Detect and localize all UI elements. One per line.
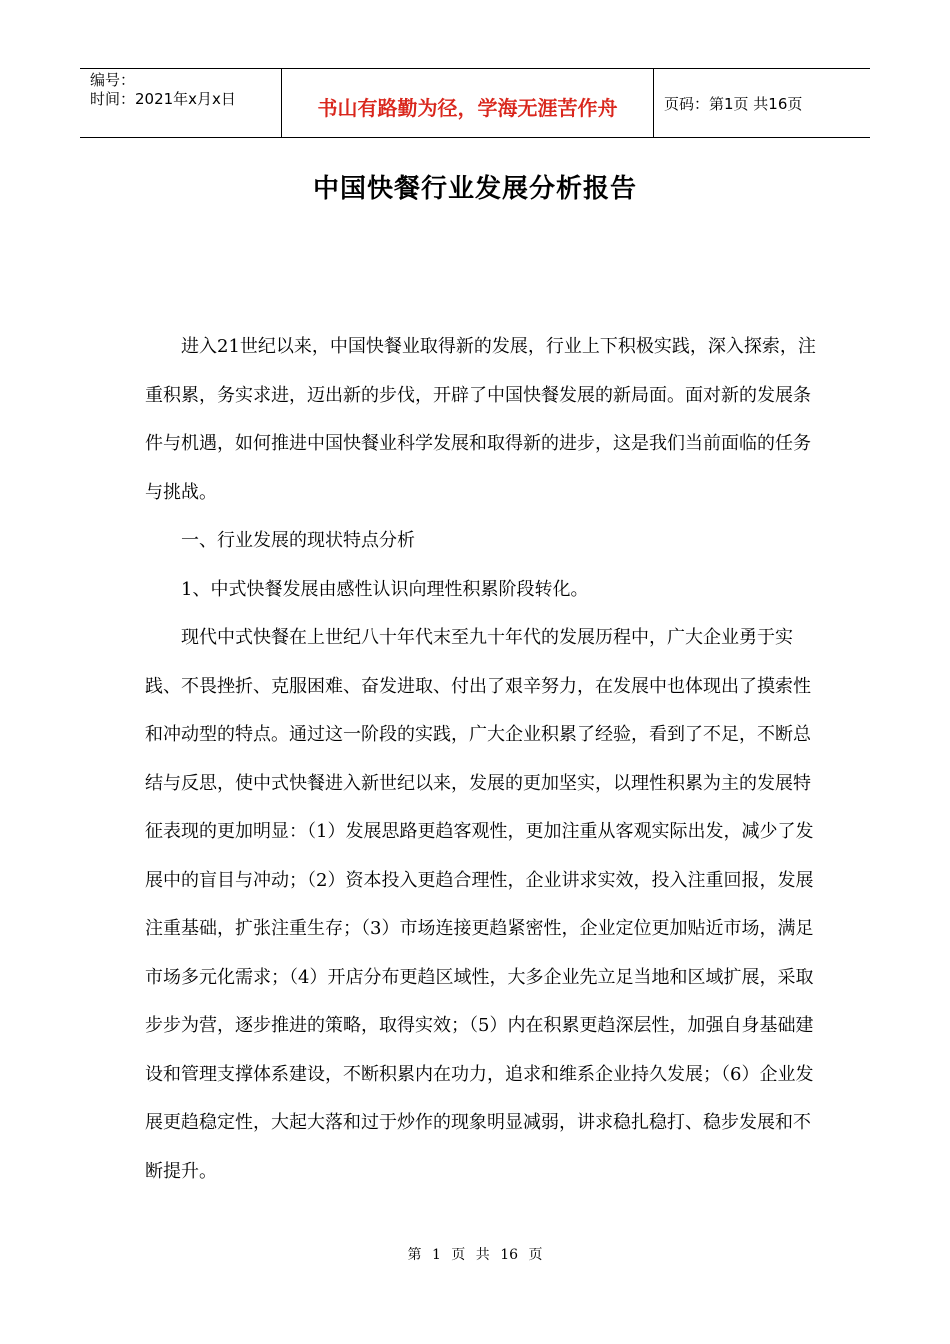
- header-meta-cell: [80, 69, 282, 137]
- subsection-heading: 1、中式快餐发展由感性认识向理性积累阶段转化。: [181, 578, 589, 600]
- document-body: [145, 323, 825, 1196]
- body-paragraph: 现代中式快餐在上世纪八十年代末至九十年代的发展历程中，广大企业勇于实践、不畏挫折、克服困难、奋发进取、付出了艰辛努力，在发展中也体现出了摸索性和冲动型的特点。通过这一阶段的实践，广大企业积累了经验，看到了不足，不断总结与反思，使中式快餐进入新世纪以来，发展的更加坚实，以理性积累为主的发展特征表现的更加明显：（1）发展思路更趋客观性，更加注重从客观实际出发，减少了发展中的盲目与冲动；（2）资本投入更趋合理性，企业讲求实效，投入注重回报，发展注重基础，扩张注重生存；（3）市场连接更趋紧密性，企业定位更加贴近市场，满足市场多元化需求；（4）开店分布更趋区域性，大多企业先立足当地和区域扩展，采取步步为营，逐步推进的策略，取得实效；（5）内在积累更趋深层性，加强自身基础建设和管理支撑体系建设，不断积累内在功力，追求和维系企业持久发展；（6）企业发展更趋稳定性，大起大落和过于炒作的现象明显减弱，讲求稳扎稳打、稳步发展和不断提升。: [145, 627, 814, 1182]
- header-page-info: 页码：第1页 共16页: [664, 94, 803, 113]
- header-motto: 书山有路勤为径，学海无涯苦作舟: [282, 69, 654, 137]
- document-time-label: 时间：2021年x月x日: [90, 90, 236, 108]
- document-title: 中国快餐行业发展分析报告: [312, 174, 637, 204]
- section-heading: 一、行业发展的现状特点分析: [181, 530, 415, 551]
- page-header: [80, 68, 870, 138]
- page-footer: 第 1 页 共 16 页: [407, 1247, 543, 1263]
- document-number-label: 编号：: [90, 71, 136, 89]
- body-paragraph: 进入21世纪以来，中国快餐业取得新的发展，行业上下积极实践，深入探索，注重积累，务实求进，迈出新的步伐，开辟了中国快餐发展的新局面。面对新的发展条件与机遇，如何推进中国快餐业科学发展和取得新的进步，这是我们当前面临的任务与挑战。: [145, 336, 816, 503]
